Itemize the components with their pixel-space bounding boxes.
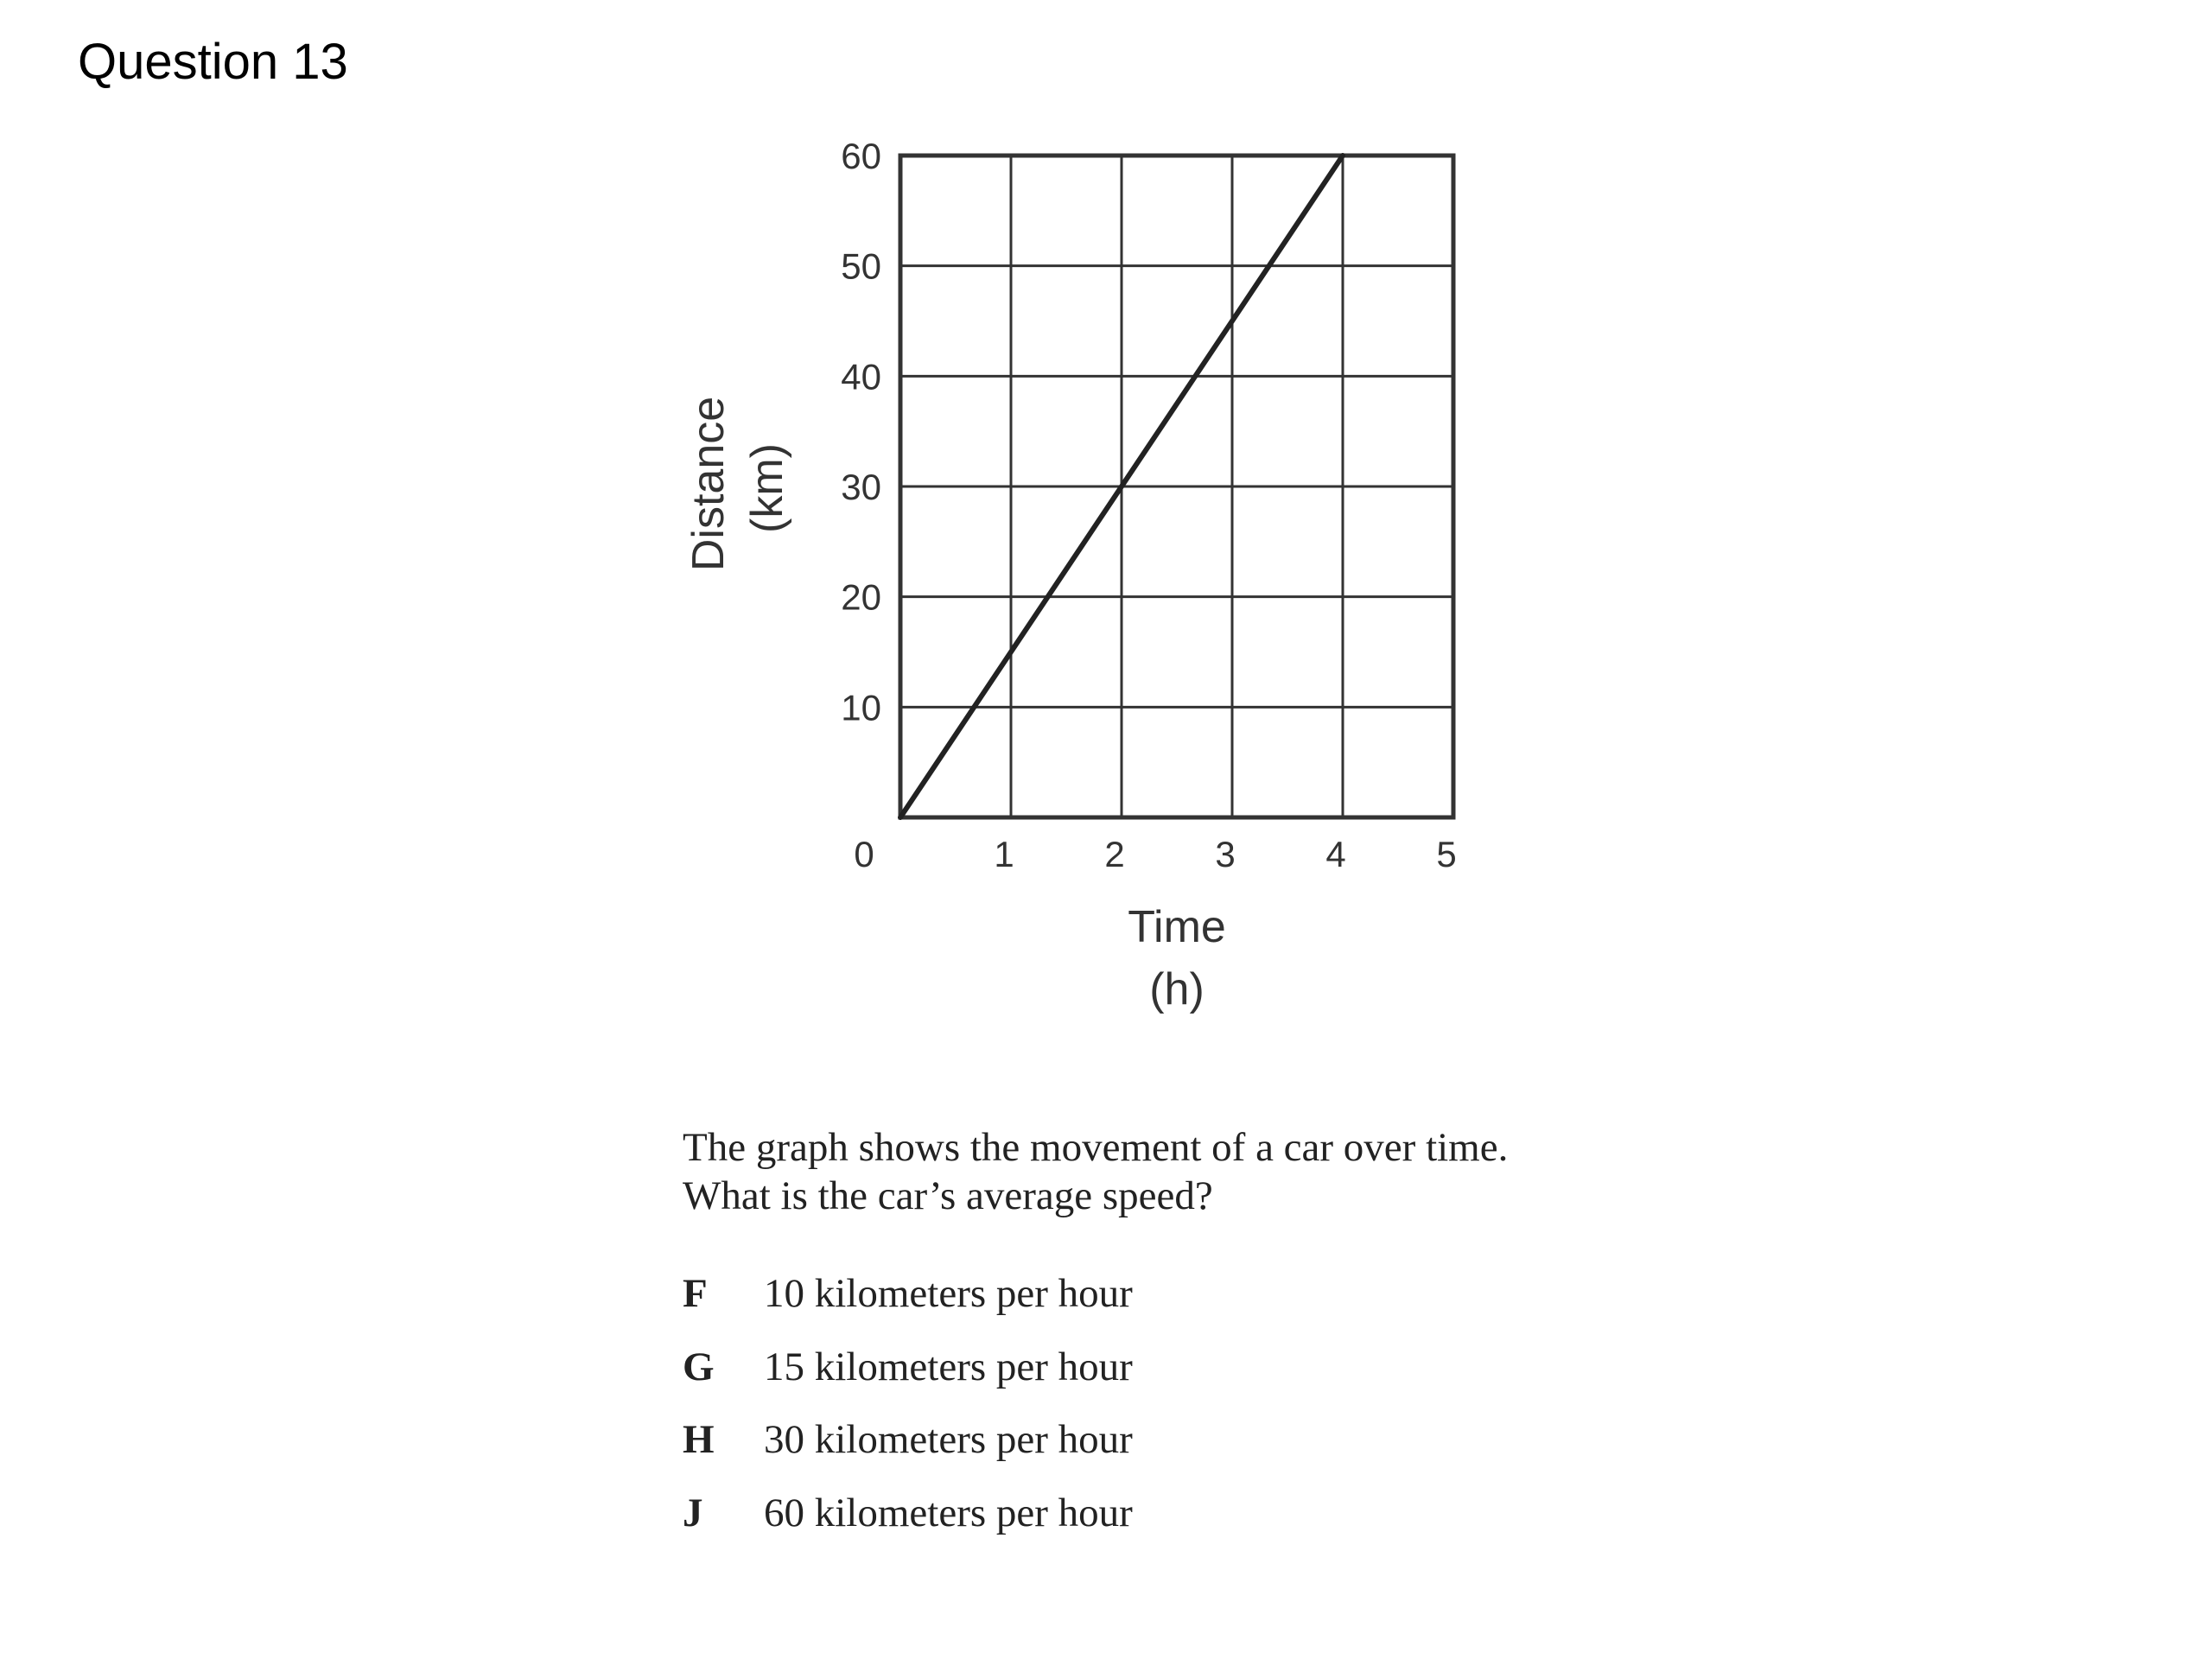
choice-letter: J [683,1490,703,1535]
question-text: The graph shows the movement of a car over time. What is the car’s average speed? [683,1125,1509,1218]
choice-text: 15 kilometers per hour [764,1344,1133,1389]
choice-letter: F [683,1271,708,1316]
x-tick-label: 1 [994,834,1014,874]
answer-choice-h[interactable] [683,1416,1133,1490]
x-axis-unit: (h) [1149,964,1205,1014]
x-tick-labels [994,834,1456,874]
x-tick-label: 3 [1215,834,1236,874]
y-tick-label: 50 [841,245,881,287]
y-tick-label: 30 [841,467,881,507]
x-axis-label: Time [1128,902,1226,952]
y-axis-label: Distance [683,396,734,572]
grid-lines [900,156,1453,817]
answer-choice-j[interactable] [683,1490,1133,1563]
origin-tick-label: 0 [854,834,874,874]
question-number: Question 13 [78,34,348,90]
y-tick-label: 20 [841,576,881,618]
y-tick-label: 40 [841,356,881,397]
choice-letter: H [683,1417,715,1462]
choice-text: 30 kilometers per hour [764,1417,1133,1462]
y-tick-labels [841,136,881,728]
choice-text: 60 kilometers per hour [764,1490,1133,1535]
y-tick-label: 10 [841,687,881,728]
y-axis-unit: (km) [742,443,792,533]
answer-choice-g[interactable] [683,1344,1133,1417]
answer-choices [683,1270,1133,1562]
y-tick-label: 60 [841,136,881,176]
x-tick-label: 4 [1325,834,1346,874]
choice-letter: G [683,1344,715,1389]
choice-text: 10 kilometers per hour [764,1271,1133,1316]
x-tick-label: 5 [1436,834,1457,874]
x-tick-label: 2 [1104,834,1125,874]
answer-choice-f[interactable] [683,1270,1133,1344]
